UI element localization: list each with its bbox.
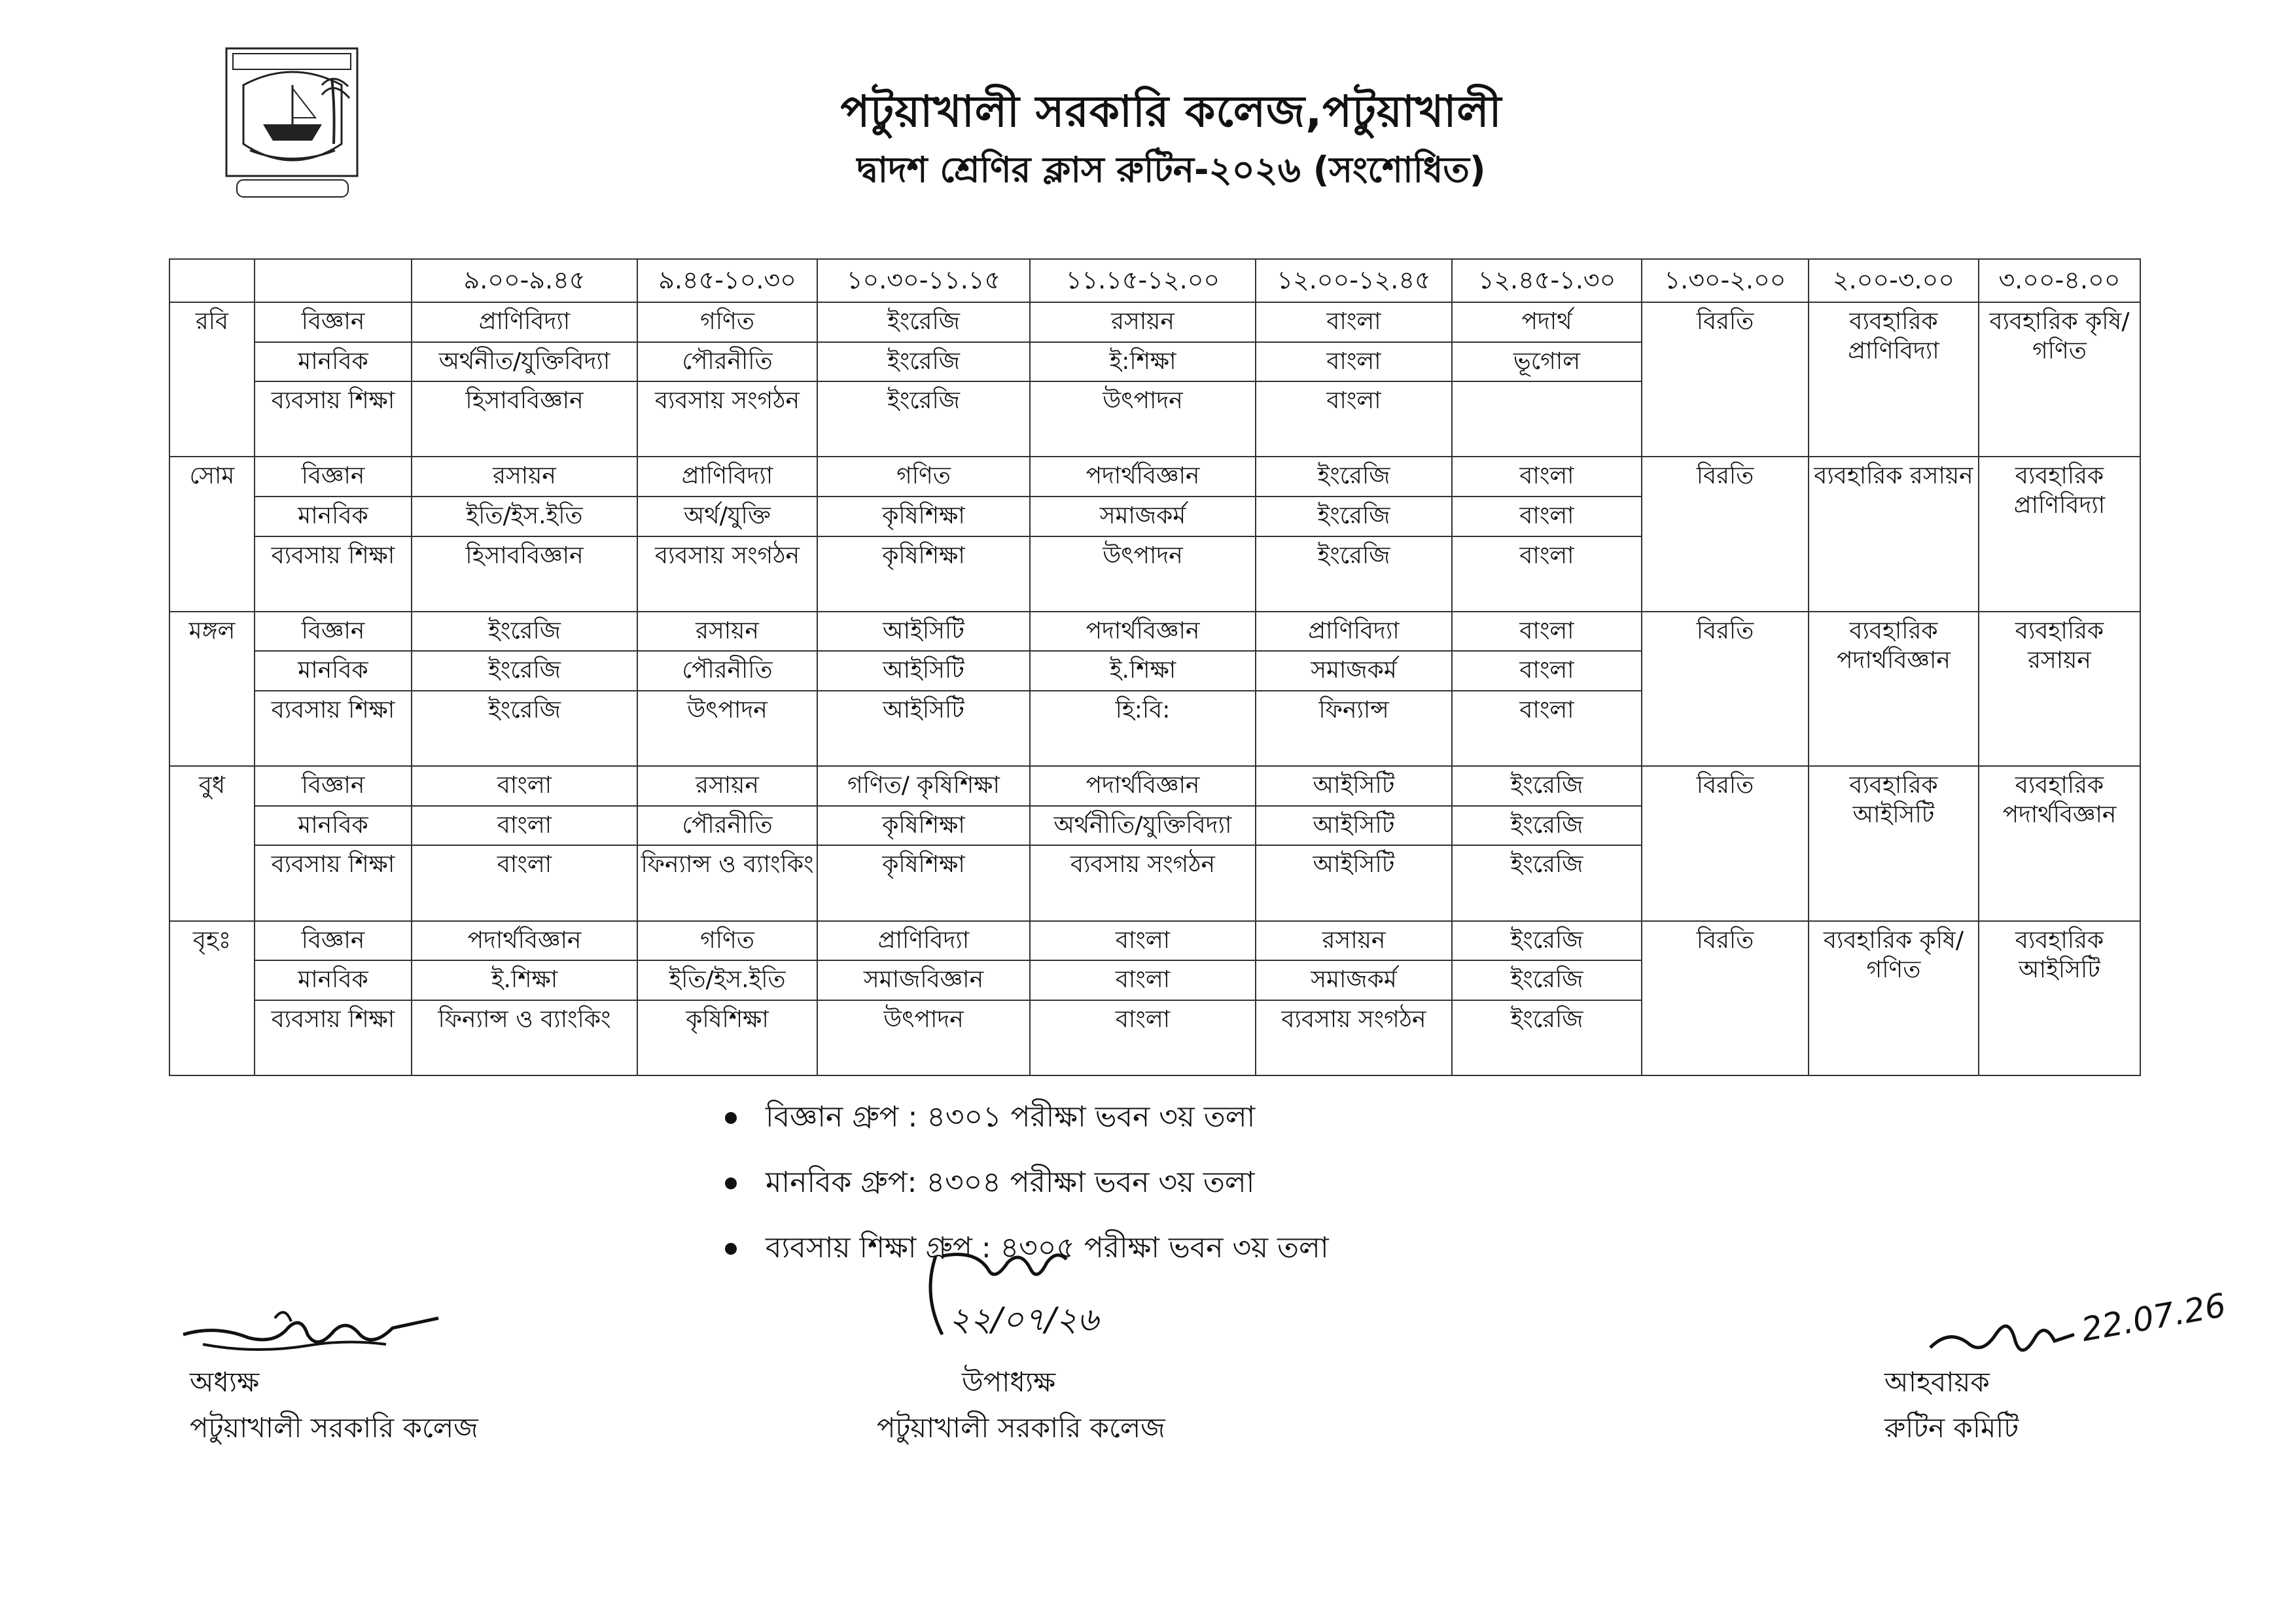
subject-cell: ইংরেজি bbox=[412, 612, 637, 652]
subject-cell: কৃষিশিক্ষা bbox=[637, 1000, 817, 1075]
group-cell: মানবিক bbox=[255, 342, 412, 382]
subject-cell: পৌরনীতি bbox=[637, 806, 817, 846]
group-cell: ব্যবসায় শিক্ষা bbox=[255, 1000, 412, 1075]
vice-principal-date: ২২/০৭/২৬ bbox=[949, 1300, 1099, 1338]
subject-cell: ইংরেজি bbox=[1256, 497, 1452, 536]
subject-cell: পদার্থবিজ্ঞান bbox=[1030, 612, 1256, 652]
subject-cell: প্রাণিবিদ্যা bbox=[637, 457, 817, 497]
subject-cell: ই:শিক্ষা bbox=[1030, 342, 1256, 382]
note-item: বিজ্ঞান গ্রুপ : ৪৩০১ পরীক্ষা ভবন ৩য় তলা bbox=[720, 1092, 1329, 1158]
subject-cell: ইংরেজি bbox=[817, 342, 1030, 382]
subject-cell: পদার্থবিজ্ঞান bbox=[412, 921, 637, 961]
practical-cell: ব্যবহারিক আইসিটি bbox=[1979, 921, 2140, 1075]
subject-cell: আইসিটি bbox=[1256, 845, 1452, 920]
practical-cell: ব্যবহারিক আইসিটি bbox=[1809, 766, 1979, 920]
subject-cell: ইংরেজি bbox=[1452, 1000, 1642, 1075]
table-row bbox=[169, 612, 2140, 652]
subject-cell: গণিত bbox=[637, 302, 817, 342]
subject-cell: অর্থনীতি/যুক্তিবিদ্যা bbox=[1030, 806, 1256, 846]
break-cell: বিরতি bbox=[1642, 766, 1809, 920]
subject-cell: সমাজকর্ম bbox=[1256, 960, 1452, 1000]
day-cell: বৃহঃ bbox=[169, 921, 255, 1075]
subject-cell: ব্যবসায় সংগঠন bbox=[1256, 1000, 1452, 1075]
group-cell: ব্যবসায় শিক্ষা bbox=[255, 845, 412, 920]
subject-cell: বাংলা bbox=[412, 766, 637, 806]
subject-cell: গণিত bbox=[637, 921, 817, 961]
subject-cell: ইংরেজি bbox=[412, 651, 637, 691]
table-row bbox=[169, 457, 2140, 497]
subject-cell: ইংরেজি bbox=[1256, 457, 1452, 497]
subject-cell: প্রাণিবিদ্যা bbox=[817, 921, 1030, 961]
subject-cell: বাংলা bbox=[1256, 342, 1452, 382]
subject-cell: বাংলা bbox=[1452, 691, 1642, 766]
subject-cell: ফিন্যান্স ও ব্যাংকিং bbox=[412, 1000, 637, 1075]
subject-cell: রসায়ন bbox=[1256, 921, 1452, 961]
subject-cell: ইংরেজি bbox=[412, 691, 637, 766]
subject-cell: আইসিটি bbox=[817, 691, 1030, 766]
college-logo bbox=[224, 46, 368, 200]
subject-cell: বাংলা bbox=[1030, 1000, 1256, 1075]
time-slot-header: ৯.৪৫-১০.৩০ bbox=[637, 259, 817, 302]
subject-cell: ব্যবসায় সংগঠন bbox=[637, 381, 817, 457]
subject-cell: ই.শিক্ষা bbox=[1030, 651, 1256, 691]
subject-cell: ইংরেজি bbox=[817, 302, 1030, 342]
subject-cell: ফিন্যান্স bbox=[1256, 691, 1452, 766]
subject-cell: উৎপাদন bbox=[637, 691, 817, 766]
time-slot-header: ১১.১৫-১২.০০ bbox=[1030, 259, 1256, 302]
subject-cell: রসায়ন bbox=[1030, 302, 1256, 342]
practical-cell: ব্যবহারিক পদার্থবিজ্ঞান bbox=[1979, 766, 2140, 920]
time-slot-header: ১২.০০-১২.৪৫ bbox=[1256, 259, 1452, 302]
group-cell: মানবিক bbox=[255, 497, 412, 536]
subject-cell: ফিন্যান্স ও ব্যাংকিং bbox=[637, 845, 817, 920]
subject-cell: ইংরেজি bbox=[817, 381, 1030, 457]
subject-cell: পদার্থবিজ্ঞান bbox=[1030, 457, 1256, 497]
group-cell: বিজ্ঞান bbox=[255, 612, 412, 652]
subject-cell: অর্থনীত/যুক্তিবিদ্যা bbox=[412, 342, 637, 382]
subject-cell: ইংরেজি bbox=[1452, 806, 1642, 846]
subject-cell: আইসিটি bbox=[1256, 806, 1452, 846]
subject-cell: ইংরেজি bbox=[1452, 960, 1642, 1000]
convener-org: রুটিন কমিটি bbox=[1884, 1412, 2019, 1444]
subject-cell: উৎপাদন bbox=[1030, 536, 1256, 612]
day-cell: মঙ্গল bbox=[169, 612, 255, 766]
time-slot-header: ৯.০০-৯.৪৫ bbox=[412, 259, 637, 302]
header-cell-blank bbox=[169, 259, 255, 302]
subject-cell: সমাজবিজ্ঞান bbox=[817, 960, 1030, 1000]
subject-cell: আইসিটি bbox=[817, 612, 1030, 652]
group-cell: মানবিক bbox=[255, 806, 412, 846]
table-header-row bbox=[169, 259, 2140, 302]
practical-cell: ব্যবহারিক কৃষি/গণিত bbox=[1979, 302, 2140, 457]
page-title: পটুয়াখালী সরকারি কলেজ,পটুয়াখালী bbox=[840, 86, 1502, 137]
subject-cell: রসায়ন bbox=[412, 457, 637, 497]
subject-cell: উৎপাদন bbox=[817, 1000, 1030, 1075]
header-cell-blank bbox=[255, 259, 412, 302]
subject-cell: হি:বি: bbox=[1030, 691, 1256, 766]
subject-cell: বাংলা bbox=[412, 806, 637, 846]
subject-cell bbox=[1452, 381, 1642, 457]
subject-cell: আইসিটি bbox=[1256, 766, 1452, 806]
convener-role: আহবায়ক bbox=[1884, 1366, 1990, 1398]
practical-cell: ব্যবহারিক কৃষি/গণিত bbox=[1809, 921, 1979, 1075]
practical-cell: ব্যবহারিক পদার্থবিজ্ঞান bbox=[1809, 612, 1979, 766]
subject-cell: আইসিটি bbox=[817, 651, 1030, 691]
subject-cell: অর্থ/যুক্তি bbox=[637, 497, 817, 536]
subject-cell: গণিত bbox=[817, 457, 1030, 497]
subject-cell: বাংলা bbox=[1256, 381, 1452, 457]
table-row bbox=[169, 766, 2140, 806]
routine-body bbox=[169, 259, 2140, 1075]
group-cell: ব্যবসায় শিক্ষা bbox=[255, 381, 412, 457]
subject-cell: পদার্থ bbox=[1452, 302, 1642, 342]
time-slot-header: ১.৩০-২.০০ bbox=[1642, 259, 1809, 302]
subject-cell: সমাজকর্ম bbox=[1030, 497, 1256, 536]
vice-principal-org: পটুয়াখালী সরকারি কলেজ bbox=[877, 1412, 1165, 1444]
practical-cell: ব্যবহারিক প্রাণিবিদ্যা bbox=[1979, 457, 2140, 611]
subject-cell: বাংলা bbox=[1452, 457, 1642, 497]
subject-cell: ইংরেজি bbox=[1452, 921, 1642, 961]
subject-cell: ব্যবসায় সংগঠন bbox=[637, 536, 817, 612]
table-row bbox=[169, 302, 2140, 342]
group-cell: মানবিক bbox=[255, 651, 412, 691]
convener-date: 22.07.26 bbox=[2078, 1286, 2229, 1349]
subject-cell: উৎপাদন bbox=[1030, 381, 1256, 457]
break-cell: বিরতি bbox=[1642, 612, 1809, 766]
note-item: মানবিক গ্রুপ: ৪৩০৪ পরীক্ষা ভবন ৩য় তলা bbox=[720, 1158, 1329, 1223]
page-subtitle: দ্বাদশ শ্রেণির ক্লাস রুটিন-২০২৬ (সংশোধিত) bbox=[857, 149, 1486, 190]
subject-cell: হিসাববিজ্ঞান bbox=[412, 536, 637, 612]
subject-cell: বাংলা bbox=[1030, 960, 1256, 1000]
table-row bbox=[169, 921, 2140, 961]
group-cell: বিজ্ঞান bbox=[255, 457, 412, 497]
practical-cell: ব্যবহারিক রসায়ন bbox=[1979, 612, 2140, 766]
note-item: ব্যবসায় শিক্ষা গ্রুপ : ৪৩০৫ পরীক্ষা ভবন ৩য় তলা bbox=[720, 1223, 1329, 1289]
subject-cell: ই.শিক্ষা bbox=[412, 960, 637, 1000]
break-cell: বিরতি bbox=[1642, 457, 1809, 611]
subject-cell: কৃষিশিক্ষা bbox=[817, 536, 1030, 612]
subject-cell: পদার্থবিজ্ঞান bbox=[1030, 766, 1256, 806]
practical-cell: ব্যবহারিক রসায়ন bbox=[1809, 457, 1979, 611]
group-cell: বিজ্ঞান bbox=[255, 921, 412, 961]
group-cell: বিজ্ঞান bbox=[255, 766, 412, 806]
subject-cell: ইংরেজি bbox=[1256, 536, 1452, 612]
subject-cell: বাংলা bbox=[1030, 921, 1256, 961]
subject-cell: পৌরনীতি bbox=[637, 651, 817, 691]
group-cell: বিজ্ঞান bbox=[255, 302, 412, 342]
principal-signature bbox=[177, 1299, 451, 1370]
class-routine-table bbox=[169, 258, 2141, 1076]
day-cell: বুধ bbox=[169, 766, 255, 920]
principal-org: পটুয়াখালী সরকারি কলেজ bbox=[190, 1412, 478, 1444]
day-cell: সোম bbox=[169, 457, 255, 611]
subject-cell: রসায়ন bbox=[637, 612, 817, 652]
subject-cell: ইতি/ইস.ইতি bbox=[637, 960, 817, 1000]
time-slot-header: ৩.০০-৪.০০ bbox=[1979, 259, 2140, 302]
subject-cell: প্রাণিবিদ্যা bbox=[1256, 612, 1452, 652]
subject-cell: কৃষিশিক্ষা bbox=[817, 497, 1030, 536]
subject-cell: কৃষিশিক্ষা bbox=[817, 806, 1030, 846]
subject-cell: বাংলা bbox=[1452, 612, 1642, 652]
subject-cell: প্রাণিবিদ্যা bbox=[412, 302, 637, 342]
time-slot-header: ১২.৪৫-১.৩০ bbox=[1452, 259, 1642, 302]
day-cell: রবি bbox=[169, 302, 255, 457]
subject-cell: হিসাববিজ্ঞান bbox=[412, 381, 637, 457]
vice-principal-role: উপাধ্যক্ষ bbox=[962, 1366, 1056, 1398]
subject-cell: বাংলা bbox=[1256, 302, 1452, 342]
break-cell: বিরতি bbox=[1642, 921, 1809, 1075]
subject-cell: বাংলা bbox=[1452, 497, 1642, 536]
subject-cell: পৌরনীতি bbox=[637, 342, 817, 382]
subject-cell: ইংরেজি bbox=[1452, 845, 1642, 920]
subject-cell: কৃষিশিক্ষা bbox=[817, 845, 1030, 920]
subject-cell: ব্যবসায় সংগঠন bbox=[1030, 845, 1256, 920]
subject-cell: সমাজকর্ম bbox=[1256, 651, 1452, 691]
subject-cell: ভূগোল bbox=[1452, 342, 1642, 382]
subject-cell: ইতি/ইস.ইতি bbox=[412, 497, 637, 536]
subject-cell: বাংলা bbox=[1452, 651, 1642, 691]
subject-cell: বাংলা bbox=[1452, 536, 1642, 612]
group-cell: মানবিক bbox=[255, 960, 412, 1000]
principal-role: অধ্যক্ষ bbox=[190, 1366, 260, 1398]
time-slot-header: ১০.৩০-১১.১৫ bbox=[817, 259, 1030, 302]
group-cell: ব্যবসায় শিক্ষা bbox=[255, 691, 412, 766]
break-cell: বিরতি bbox=[1642, 302, 1809, 457]
time-slot-header: ২.০০-৩.০০ bbox=[1809, 259, 1979, 302]
practical-cell: ব্যবহারিক প্রাণিবিদ্যা bbox=[1809, 302, 1979, 457]
subject-cell: গণিত/ কৃষিশিক্ষা bbox=[817, 766, 1030, 806]
subject-cell: রসায়ন bbox=[637, 766, 817, 806]
subject-cell: ইংরেজি bbox=[1452, 766, 1642, 806]
subject-cell: বাংলা bbox=[412, 845, 637, 920]
group-cell: ব্যবসায় শিক্ষা bbox=[255, 536, 412, 612]
